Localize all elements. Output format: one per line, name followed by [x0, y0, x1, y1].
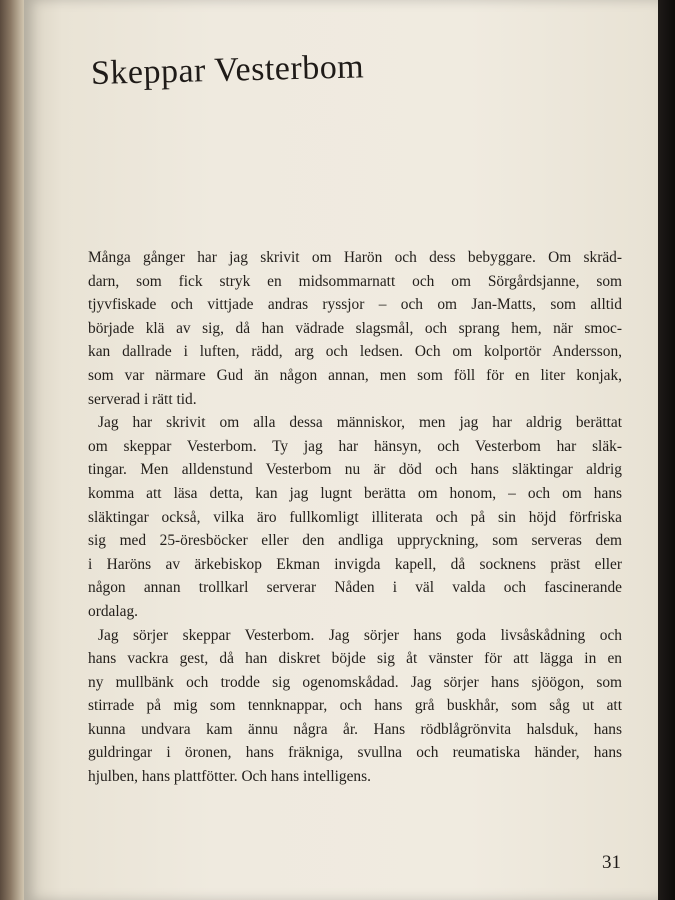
- page-edge-shadow: [658, 0, 675, 900]
- text-line: hjulben, hans plattfötter. Och hans intelligens.: [88, 768, 371, 786]
- text-line: sig med 25-öresböcker eller den andliga uppryckning, som serveras dem: [88, 532, 622, 550]
- book-page: [24, 0, 658, 900]
- text-line: serverad i rätt tid.: [88, 390, 197, 408]
- chapter-title: Skeppar Vesterbom: [90, 48, 365, 92]
- paragraph-1: [88, 246, 622, 411]
- text-line: Jag sörjer skeppar Vesterbom. Jag sörjer hans goda livsåskådning och: [98, 626, 622, 644]
- text-line: guldringar i öronen, hans fräkniga, svullna och reumatiska händer, hans: [88, 744, 622, 762]
- book-spine: [0, 0, 26, 900]
- text-line: någon annan trollkarl serverar Nåden i väl valda och fascinerande: [88, 579, 622, 597]
- text-line: som var närmare Gud än någon annan, men som föll för en liter konjak,: [88, 366, 622, 384]
- text-line: Många gånger har jag skrivit om Harön och dess bebyggare. Om skräd-: [88, 249, 622, 266]
- text-line: hans vackra gest, då han diskret böjde sig åt vänster för att lägga in en: [88, 650, 622, 668]
- text-line: Jag har skrivit om alla dessa människor, men jag har aldrig berättat: [98, 414, 622, 432]
- paragraph-3: [88, 624, 622, 789]
- chapter-body: [88, 246, 622, 789]
- text-line: komma att läsa detta, kan jag lugnt berätta om honom, – och om hans: [88, 484, 622, 502]
- paragraph-2: [88, 411, 622, 623]
- text-line: stirrade på mig som tennknappar, och hans grå buskhår, som såg ut att: [88, 697, 622, 715]
- page-number: 31: [602, 852, 621, 873]
- text-line: i Haröns av ärkebiskop Ekman invigda kapell, då socknens präst eller: [88, 555, 622, 573]
- text-line: kan dallrade i luften, rädd, arg och ledsen. Och om kolportör Andersson,: [88, 343, 622, 361]
- text-line: darn, som fick stryk en midsommarnatt och om Sörgårdsjanne, som: [88, 272, 622, 290]
- text-line: kunna undvara kam ännu några år. Hans rödblågrönvita halsduk, hans: [88, 720, 622, 738]
- text-line: tingar. Men alldenstund Vesterbom nu är död och hans släktingar aldrig: [88, 461, 622, 479]
- text-line: släktingar också, vilka äro fullkomligt illiterata och på sin höjd förfriska: [88, 508, 622, 526]
- text-line: ny mullbänk och trodde sig ogenomskådad. Jag sörjer hans sjöögon, som: [88, 673, 622, 691]
- text-line: började klä av sig, då han vädrade slagsmål, och sprang hem, när smoc-: [88, 319, 622, 337]
- text-line: tjyvfiskade och vittjade andras ryssjor – och om Jan-Matts, som alltid: [88, 296, 622, 314]
- text-line: ordalag.: [88, 602, 138, 620]
- text-line: om skeppar Vesterbom. Ty jag har hänsyn, och Vesterbom har släk-: [88, 437, 622, 455]
